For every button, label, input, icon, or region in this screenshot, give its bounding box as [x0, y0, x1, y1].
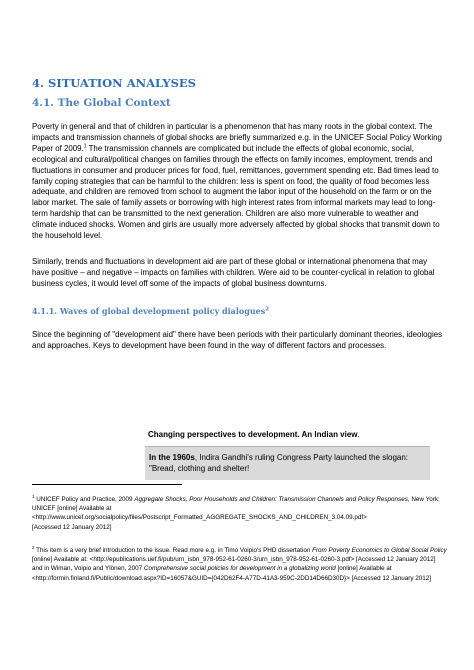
box-body: , Indira Gandhi's ruling Congress Party launched the slogan: "Bread, clothing and shelter! [149, 453, 409, 473]
footnote-1 [32, 495, 447, 532]
footnote-2-title-a: From Poverty Economics to Global Social Policy [312, 547, 447, 554]
footnote-1-number: 1 [32, 493, 35, 499]
box-text [149, 453, 425, 475]
footnote-2-number: 2 [32, 544, 35, 550]
box-title-text: Changing perspectives to development. An Indian view [148, 430, 358, 439]
footnote-1-text-a: UNICEF Policy and Practice, 2009 [34, 496, 135, 503]
footnote-2-text-c: and in Wiman, Voipio and Ylönen, 2007 [32, 565, 144, 573]
footnote-1-accessed: [Accessed 12 January 2012] [32, 523, 112, 531]
footnote-2-title-b: Comprehensive social policies for development in a globalizing world [143, 565, 336, 573]
footnote-1-text-b: New York: UNICEF [online] Available at [32, 496, 440, 513]
paragraph-1-text-b: The transmission channels are complicated but include the effects of global economic, social, ecological and cultural/political changes on families through the effects on family incomes, employment, trends and fluctuations in consumer and producer prices for food, fuel, remittances, government spending etc. Bad times lead to family coping strategies that can be harmful to the children: less is spent on food, the quality of food becomes less adequate, and children are removed from school to augment the labor input of the household on the farm or on the labor market. The sale of family assets or borrowing with high interest rates from informal markets may lead to long-term hardship that can be transmitted to the next generation. Children are also more vulnerable to weather and climate induced shocks. Women and girls are usually more adversely affected by global shocks that transmit down to the household level. [32, 143, 440, 241]
footnote-1-title: Aggregate Shocks, Poor Households and Children: Transmission Channels and Policy Responses, [134, 496, 410, 503]
footnote-ref-2[interactable]: 2 [265, 306, 270, 313]
subsection-heading [32, 306, 269, 316]
footnote-2-text-a: This item is a very brief introduction to the issue. Read more e.g. in Timo Voipio's PHD dissertation [34, 547, 313, 554]
indian-view-box [145, 446, 430, 480]
box-lead: In the 1960s [149, 453, 195, 462]
footnote-2-text-d[interactable]: [online] Available at <http://formin.finland.fi/Public/download.aspx?ID=16057&GUID={042D62F4-A77D-41A3-959C-2DD14D66D30D}> [Accessed 12 January 2012] [32, 565, 432, 582]
footnote-1-link[interactable]: <http://www.unicef.org/socialpolicy/files/Postscript_Formatted_AGGREGATE_SHOCKS_AND_CHILDREN_3.04.09.pdf> [32, 514, 367, 522]
paragraph-development-aid-history: Since the beginning of "development aid" there have been periods with their particularly dominant theories, ideologies and approaches. Keys to development have been found in the way of different factors and processes. [32, 330, 443, 350]
footnote-2-text-b[interactable]: [online] Available at: <http://epublications.uef.fi/pub/urn_isbn_978-952-61-0260-3/urn_isbn_978-952-61-0260-3.pdf> [Accessed 12 January 2012] [32, 556, 436, 564]
main-heading: 4. SITUATION ANALYSES [32, 76, 196, 90]
footnote-ref-1[interactable]: 1 [83, 143, 87, 150]
paragraph-1-text-a: Poverty in general and that of children in particular is a phenomenon that has many roots in the global context. The impacts and transmission channels of global shocks are briefly summarized e.g. in the UNICEF Social Policy Working Paper of 2009. [32, 122, 442, 153]
section-heading: 4.1. The Global Context [32, 97, 171, 109]
footnote-2 [32, 546, 447, 583]
footnote-separator [32, 484, 182, 485]
subsection-heading-text: 4.1.1. Waves of global development policy dialogues [32, 306, 266, 316]
box-title-suffix: . [357, 430, 360, 439]
box-title [148, 430, 430, 439]
paragraph-global-context [32, 122, 444, 242]
paragraph-development-aid: Similarly, trends and fluctuations in development aid are part of these global or international phenomena that may have positive – and negative – impacts on families with children. Were aid to be counter-cyclical in relation to global business cycles, it would level off some of the impacts of global business downturns. [32, 257, 435, 288]
